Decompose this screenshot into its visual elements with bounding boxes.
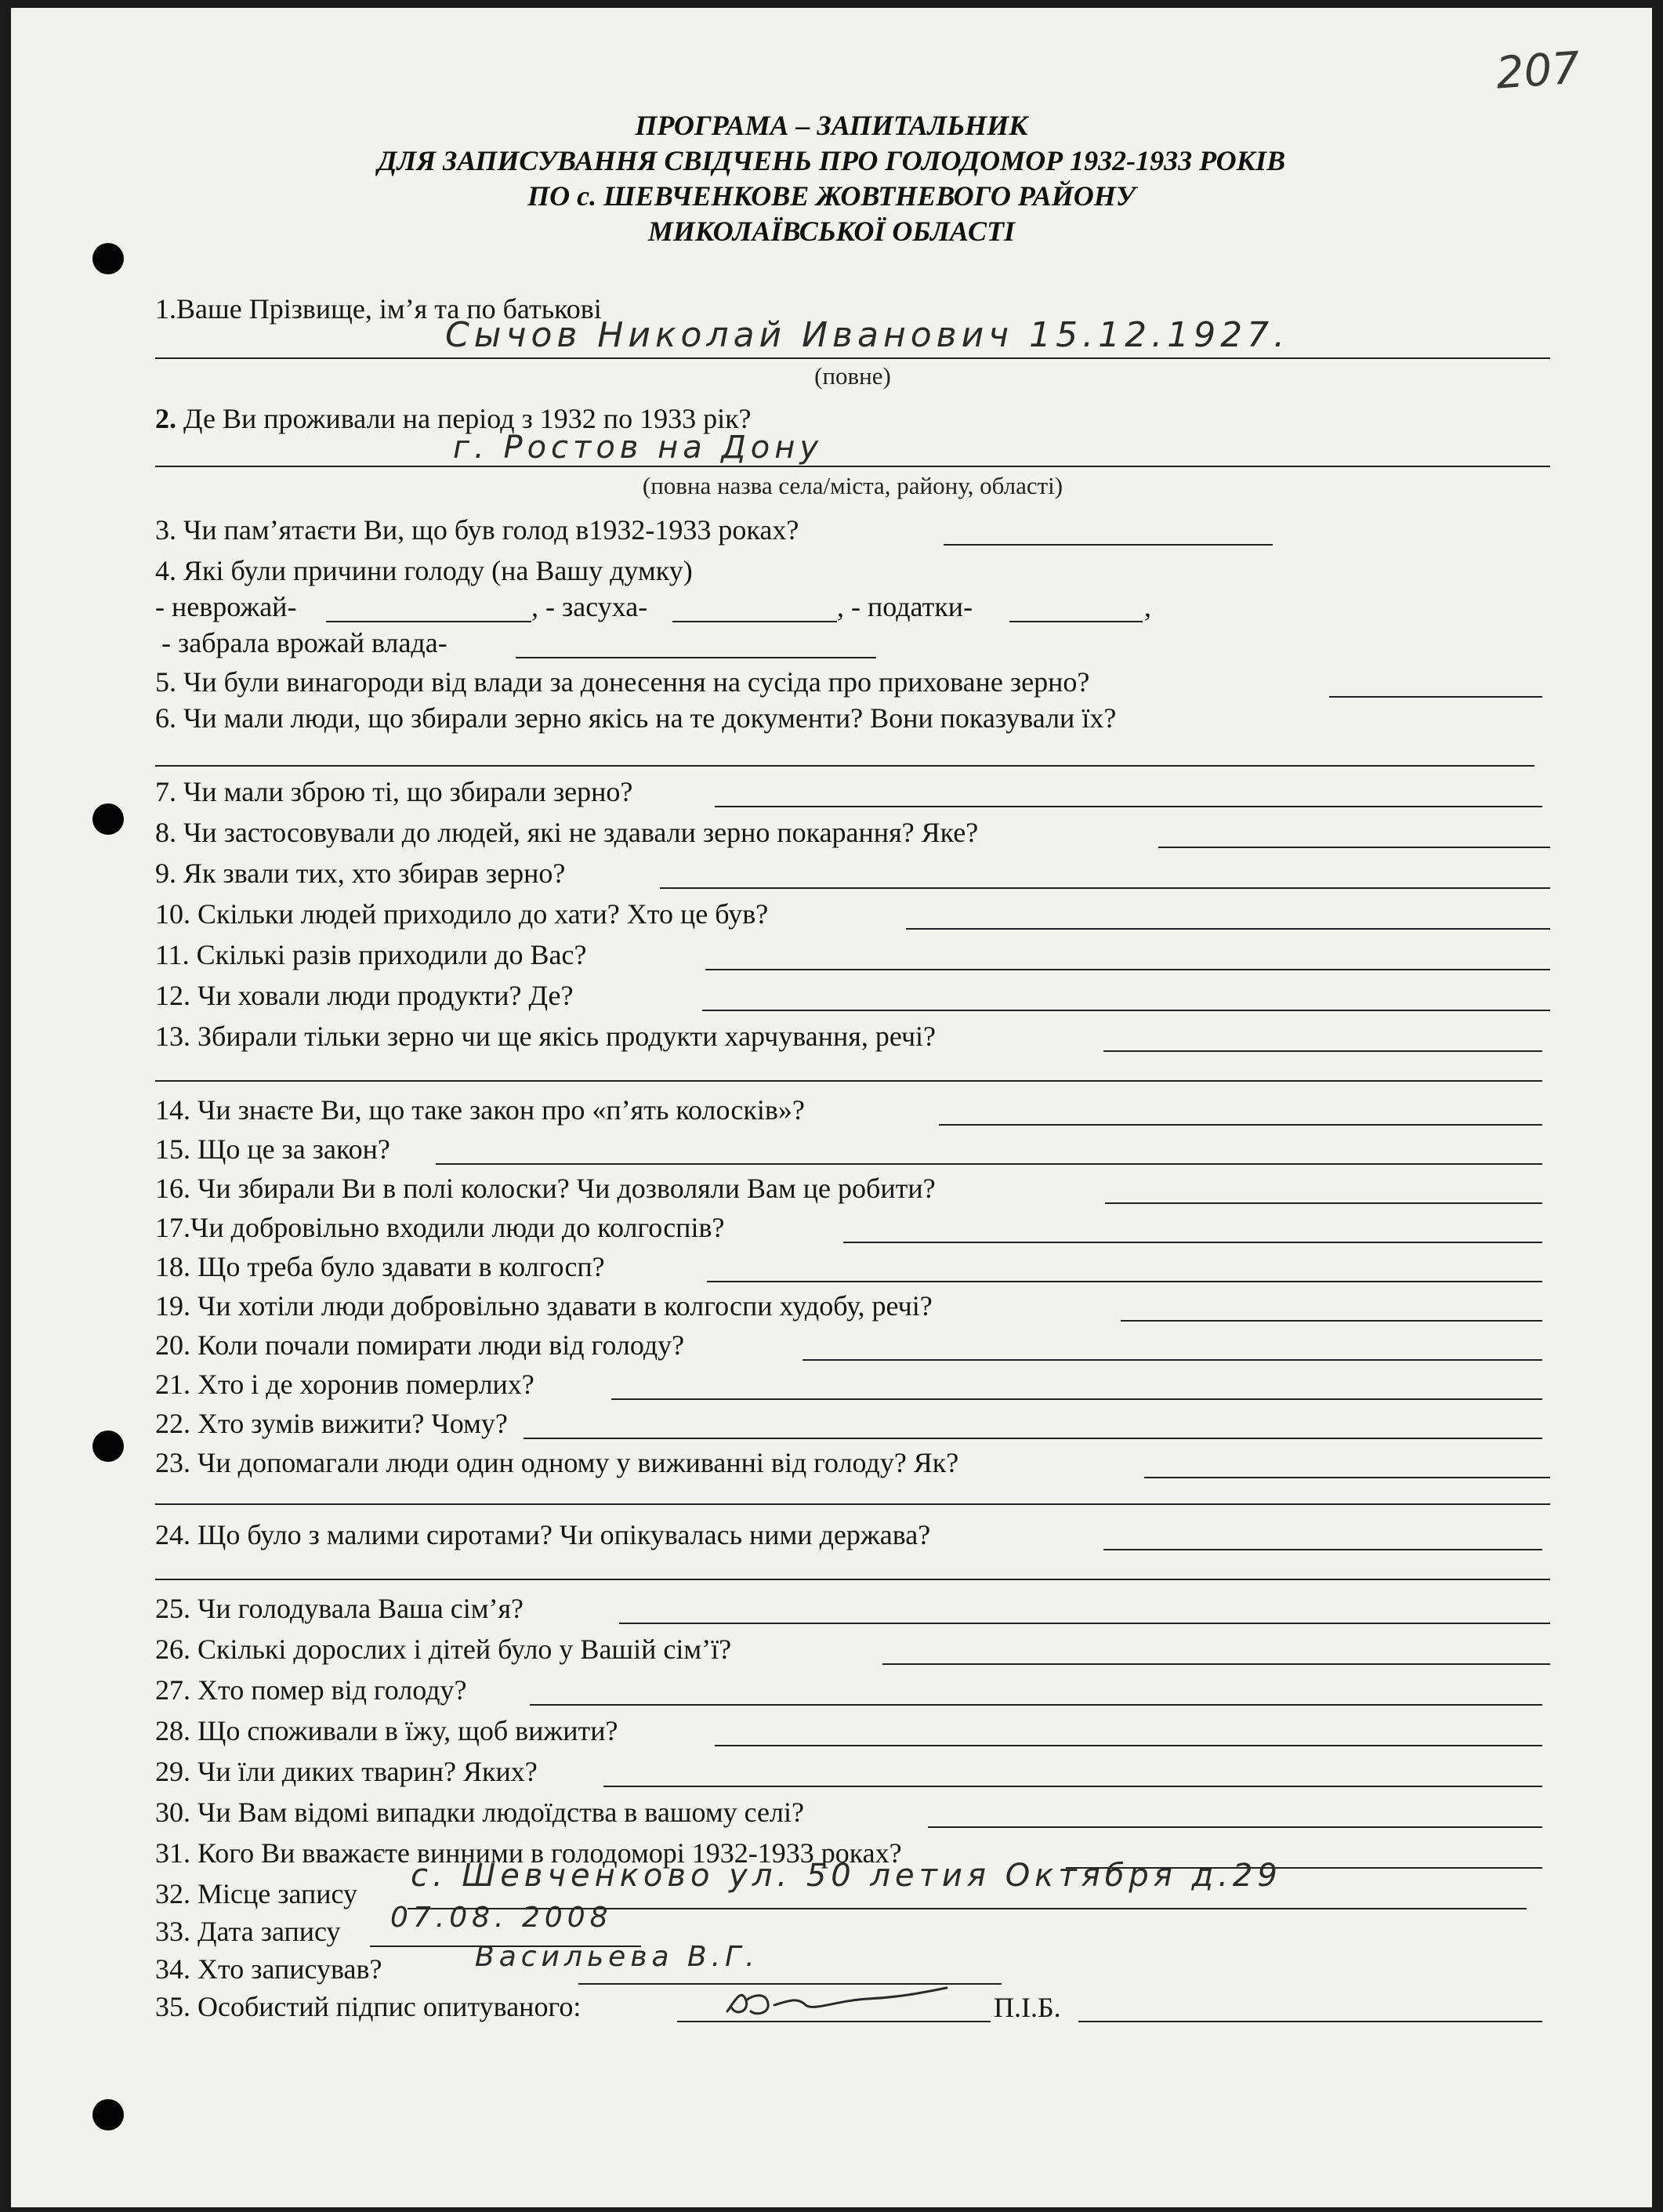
question-34-label: 34. Хто записував? <box>155 1953 382 1985</box>
option-comma: , <box>1144 591 1151 622</box>
answer-6-line[interactable] <box>155 765 1534 767</box>
question-16 <box>155 1173 1550 1207</box>
answer-3-line[interactable] <box>944 513 1273 546</box>
question-24 <box>155 1519 1550 1554</box>
hint-2: (повна назва села/міста, району, області) <box>642 472 1063 499</box>
punch-hole <box>92 803 124 835</box>
answer-34-recorder[interactable]: Васильева В.Г. <box>475 1941 759 1973</box>
question-4-label: 4. Які були причини голоду (на Вашу думку) <box>155 555 693 586</box>
answer-22-line[interactable] <box>524 1406 1542 1439</box>
hint-1: (повне) <box>814 362 891 390</box>
answer-15-line[interactable] <box>436 1132 1542 1165</box>
answer-14-line[interactable] <box>939 1093 1542 1126</box>
question-22-label: 22. Хто зумів вижити? Чому? <box>155 1408 508 1439</box>
question-11-label: 11. Скількі разів приходили до Вас? <box>155 939 587 970</box>
question-18-label: 18. Що треба було здавати в колгосп? <box>155 1251 605 1282</box>
question-22 <box>155 1408 1550 1442</box>
question-9-label: 9. Як звали тих, хто збирав зерно? <box>155 858 566 889</box>
answer-19-line[interactable] <box>1121 1289 1542 1322</box>
pib-line[interactable] <box>1078 1993 1542 2022</box>
answer-1-name[interactable]: Сычов Николай Иванович 15.12.1927. <box>445 315 1290 355</box>
question-13-label: 13. Збирали тільки зерно чи ще якісь продукти харчування, речі? <box>155 1021 937 1052</box>
question-7-label: 7. Чи мали зброю ті, що збирали зерно? <box>155 776 633 807</box>
question-29 <box>155 1756 1550 1790</box>
question-4-options <box>155 591 1550 626</box>
answer-13-extra-line[interactable] <box>155 1080 1542 1082</box>
question-1-label: 1.Ваше Прізвище, ім’я та по батькові <box>155 293 602 325</box>
answer-23-extra-line[interactable] <box>155 1503 1550 1505</box>
question-18 <box>155 1251 1550 1285</box>
question-27-label: 27. Хто помер від голоду? <box>155 1674 467 1706</box>
option-taxes: , - податки- <box>837 591 973 622</box>
answer-5-line[interactable] <box>1329 665 1542 698</box>
question-9 <box>155 858 1550 892</box>
harvest-taken-line[interactable] <box>516 629 876 658</box>
question-26 <box>155 1634 1550 1668</box>
question-14-label: 14. Чи знаєте Ви, що таке закон про «п’ять колосків»? <box>155 1094 805 1126</box>
answer-26-line[interactable] <box>882 1632 1550 1665</box>
answer-21-line[interactable] <box>611 1367 1542 1400</box>
answer-24-extra-line[interactable] <box>155 1579 1550 1580</box>
question-16-label: 16. Чи збирали Ви в полі колоски? Чи дозволяли Вам це робити? <box>155 1173 936 1204</box>
punch-hole <box>92 2099 124 2130</box>
question-12-label: 12. Чи ховали люди продукти? Де? <box>155 980 574 1011</box>
question-28-label: 28. Що споживали в їжу, щоб вижити? <box>155 1715 618 1746</box>
question-28 <box>155 1715 1550 1750</box>
header-village: ПО с. ШЕВЧЕНКОВЕ ЖОВТНЕВОГО РАЙОНУ <box>527 180 1136 212</box>
answer-30-line[interactable] <box>928 1795 1542 1828</box>
answer-32-place[interactable]: с. Шевченково ул. 50 летия Октября д.29 <box>411 1858 1282 1894</box>
question-2-number: 2. <box>155 403 176 434</box>
question-23-label: 23. Чи допомагали люди один одному у виживанні від голоду? Як? <box>155 1447 959 1478</box>
answer-25-line[interactable] <box>619 1591 1550 1624</box>
question-6 <box>155 702 1550 737</box>
question-2 <box>155 403 1550 437</box>
question-17 <box>155 1212 1550 1246</box>
answer-27-line[interactable] <box>530 1673 1542 1706</box>
question-26-label: 26. Скількі дорослих і дітей було у Вашій сім’ї? <box>155 1634 732 1665</box>
question-6-label: 6. Чи мали люди, що збирали зерно якісь на те документи? Вони показували їх? <box>155 702 1117 734</box>
question-15-label: 15. Що це за закон? <box>155 1133 390 1165</box>
question-4 <box>155 555 1550 589</box>
question-10 <box>155 898 1550 933</box>
question-33 <box>155 1916 1550 1950</box>
question-14 <box>155 1094 1550 1129</box>
taxes-line[interactable] <box>1009 593 1143 622</box>
option-drought: , - засуха- <box>531 591 648 622</box>
question-30 <box>155 1797 1550 1831</box>
document-header <box>11 108 1652 249</box>
question-8 <box>155 817 1550 851</box>
question-3 <box>155 514 1550 549</box>
question-2-label: Де Ви проживали на період з 1932 по 1933 рік? <box>183 403 752 434</box>
answer-7-line[interactable] <box>715 774 1542 807</box>
question-12 <box>155 980 1550 1014</box>
question-15 <box>155 1133 1550 1168</box>
answer-12-line[interactable] <box>702 978 1550 1011</box>
question-29-label: 29. Чи їли диких тварин? Яких? <box>155 1756 538 1787</box>
question-25 <box>155 1593 1550 1627</box>
question-31-label: 31. Кого Ви вважаєте винними в голодоморі 1932-1933 роках? <box>155 1837 902 1869</box>
answer-29-line[interactable] <box>603 1754 1542 1787</box>
option-crop-failure: - неврожай- <box>155 591 297 622</box>
answer-24-line[interactable] <box>1103 1518 1542 1550</box>
answer-33-date[interactable]: 07.08. 2008 <box>390 1902 613 1934</box>
option-harvest-taken: - забрала врожай влада- <box>161 627 447 658</box>
pib-label: П.І.Б. <box>994 1992 1061 2023</box>
drought-line[interactable] <box>672 593 837 622</box>
questionnaire-sheet <box>11 8 1652 2207</box>
question-33-label: 33. Дата запису <box>155 1916 341 1947</box>
question-5 <box>155 666 1550 701</box>
answer-2-place[interactable]: г. Ростов на Дону <box>453 430 824 466</box>
question-17-label: 17.Чи добровільно входили люди до колгоспів? <box>155 1212 725 1243</box>
answer-1-line <box>155 357 1550 359</box>
question-20-label: 20. Коли почали помирати люди від голоду? <box>155 1329 685 1361</box>
question-32-label: 32. Місце запису <box>155 1878 357 1909</box>
question-23 <box>155 1447 1550 1481</box>
answer-23-line[interactable] <box>1144 1445 1550 1478</box>
answer-2-line <box>155 466 1550 467</box>
question-19 <box>155 1290 1550 1325</box>
answer-20-line[interactable] <box>803 1328 1542 1361</box>
question-7 <box>155 776 1550 810</box>
question-10-label: 10. Скільки людей приходило до хати? Хто це був? <box>155 898 769 930</box>
question-21-label: 21. Хто і де хоронив померлих? <box>155 1369 534 1400</box>
question-8-label: 8. Чи застосовували до людей, які не здавали зерно покарання? Яке? <box>155 817 979 848</box>
header-title: ПРОГРАМА – ЗАПИТАЛЬНИК <box>635 110 1028 141</box>
question-24-label: 24. Що було з малими сиротами? Чи опікувалась ними держава? <box>155 1519 931 1550</box>
answer-13-line[interactable] <box>1103 1019 1542 1052</box>
question-4-taken <box>155 627 1550 662</box>
question-20 <box>155 1329 1550 1364</box>
question-19-label: 19. Чи хотіли люди добровільно здавати в колгоспи худобу, речі? <box>155 1290 933 1322</box>
question-3-label: 3. Чи пам’ятаєти Ви, що був голод в1932-1933 роках? <box>155 514 799 546</box>
punch-hole <box>92 1431 124 1462</box>
page-number: 207 <box>1494 42 1582 100</box>
answer-28-line[interactable] <box>715 1713 1542 1746</box>
answer-10-line[interactable] <box>906 897 1550 930</box>
header-region: МИКОЛАЇВСЬКОЇ ОБЛАСТІ <box>647 216 1016 247</box>
crop-failure-line[interactable] <box>326 593 531 622</box>
answer-9-line[interactable] <box>660 856 1550 889</box>
question-13 <box>155 1021 1550 1055</box>
answer-17-line[interactable] <box>843 1210 1542 1243</box>
answer-16-line[interactable] <box>1105 1171 1542 1204</box>
question-5-label: 5. Чи були винагороди від влади за донесення на сусіда про приховане зерно? <box>155 666 1090 698</box>
answer-8-line[interactable] <box>1158 815 1550 848</box>
handwritten-signature[interactable] <box>719 1977 955 2024</box>
question-25-label: 25. Чи голодувала Ваша сім’я? <box>155 1593 524 1624</box>
question-35-label: 35. Особистий підпис опитуваного: <box>155 1991 582 2022</box>
answer-18-line[interactable] <box>707 1249 1542 1282</box>
question-27 <box>155 1674 1550 1709</box>
question-30-label: 30. Чи Вам відомі випадки людоїдства в вашому селі? <box>155 1797 804 1828</box>
question-11 <box>155 939 1550 974</box>
question-21 <box>155 1369 1550 1403</box>
header-subtitle: ДЛЯ ЗАПИСУВАННЯ СВІДЧЕНЬ ПРО ГОЛОДОМОР 1932-1933 РОКІВ <box>377 145 1286 176</box>
answer-11-line[interactable] <box>705 937 1550 970</box>
